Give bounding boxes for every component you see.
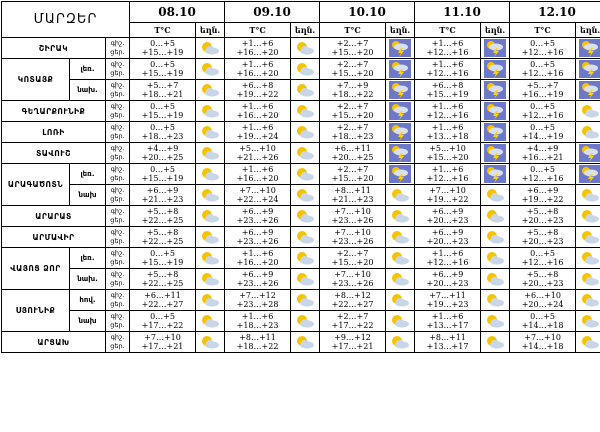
temp-cell: +6…+9 +19…+22 — [510, 185, 576, 206]
temp-cell: +6…+9 +20…+23 — [415, 269, 481, 290]
sun-cloud-icon — [576, 290, 600, 311]
sun-cloud-icon — [386, 269, 415, 290]
date-header-1: 08.10 — [130, 2, 225, 23]
region-name: ԱՐԱԳԱԾՈՏՆ — [2, 164, 70, 206]
storm-icon — [576, 38, 600, 59]
temp-cell: +5…+8 +22…+25 — [130, 269, 196, 290]
table-row — [2, 143, 600, 164]
table-row — [2, 101, 600, 122]
sun-cloud-icon — [481, 290, 510, 311]
temp-cell: 0…+5 +15…+19 — [130, 164, 196, 185]
temp-cell: +7…+10 +23…+26 — [320, 227, 386, 248]
temp-cell: +6…+9 +23…+26 — [225, 269, 291, 290]
temp-cell: +5…+8 +22…+25 — [130, 227, 196, 248]
night-day-labels: գիշ. ցեր. — [106, 164, 130, 185]
storm-icon — [576, 143, 600, 164]
table-row — [2, 59, 600, 80]
temp-cell: +2…+7 +17…+22 — [320, 311, 386, 332]
sun-cloud-icon — [196, 143, 225, 164]
sun-cloud-icon — [481, 206, 510, 227]
temp-cell: 0…+5 +15…+19 — [130, 101, 196, 122]
weather-subheader: եղն. — [196, 23, 225, 38]
sun-cloud-icon — [481, 311, 510, 332]
temp-cell: +6…+9 +20…+23 — [415, 227, 481, 248]
sun-cloud-icon — [196, 332, 225, 353]
temp-cell: +7…+10 +23…+26 — [320, 269, 386, 290]
sun-cloud-icon — [196, 122, 225, 143]
temp-cell: 0…+5 +12…+16 — [510, 248, 576, 269]
sun-cloud-icon — [196, 164, 225, 185]
storm-icon — [481, 143, 510, 164]
temp-cell: +8…+11 +13…+17 — [415, 332, 481, 353]
temp-cell: 0…+5 +12…+16 — [510, 59, 576, 80]
sun-cloud-icon — [291, 248, 320, 269]
night-day-labels: գիշ. ցեր. — [106, 185, 130, 206]
sun-cloud-icon — [481, 185, 510, 206]
region-name: ՏԱՎՈՒՇ — [2, 143, 106, 164]
sun-cloud-icon — [386, 206, 415, 227]
zone-name: լեռ. — [70, 248, 106, 269]
temp-cell: +2…+7 +18…+23 — [320, 122, 386, 143]
zone-name: նախ. — [70, 269, 106, 290]
sun-cloud-icon — [196, 206, 225, 227]
sun-cloud-icon — [481, 248, 510, 269]
temp-cell: 0…+5 +15…+19 — [130, 38, 196, 59]
sun-cloud-icon — [291, 122, 320, 143]
temp-cell: +7…+10 +22…+24 — [225, 185, 291, 206]
temp-cell: +1…+6 +12…+16 — [415, 38, 481, 59]
sun-cloud-icon — [576, 227, 600, 248]
night-day-labels: գիշ. ցեր. — [106, 311, 130, 332]
sun-cloud-icon — [576, 185, 600, 206]
table-row — [2, 164, 600, 185]
temp-cell: +7…+10 +23…+26 — [320, 206, 386, 227]
sun-cloud-icon — [196, 59, 225, 80]
temp-cell: +6…+10 +20…+24 — [510, 290, 576, 311]
temp-cell: +8…+11 +21…+23 — [320, 185, 386, 206]
night-day-labels: գիշ. ցեր. — [106, 101, 130, 122]
night-day-labels: գիշ. ցեր. — [106, 248, 130, 269]
sun-cloud-icon — [291, 164, 320, 185]
night-day-labels: գիշ. ցեր. — [106, 122, 130, 143]
sun-cloud-icon — [291, 332, 320, 353]
night-day-labels: գիշ. ցեր. — [106, 227, 130, 248]
region-name: ՎԱՅՈՑ ՁՈՐ — [2, 248, 70, 290]
temp-cell: +6…+9 +23…+26 — [225, 206, 291, 227]
temp-subheader: T°C — [130, 23, 196, 38]
sun-cloud-icon — [196, 311, 225, 332]
temp-cell: +4…+9 +20…+25 — [130, 143, 196, 164]
night-day-labels: գիշ. ցեր. — [106, 206, 130, 227]
storm-icon — [386, 59, 415, 80]
table-row — [2, 227, 600, 248]
region-name: ՇԻՐԱԿ — [2, 38, 106, 59]
temp-cell: +1…+6 +18…+23 — [225, 311, 291, 332]
temp-cell: +8…+11 +18…+22 — [225, 332, 291, 353]
temp-cell: 0…+5 +18…+23 — [130, 122, 196, 143]
temp-cell: +1…+6 +16…+20 — [225, 38, 291, 59]
temp-cell: 0…+5 +12…+16 — [510, 101, 576, 122]
night-day-labels: գիշ. ցեր. — [106, 38, 130, 59]
temp-cell: +1…+6 +12…+16 — [415, 248, 481, 269]
sun-cloud-icon — [291, 59, 320, 80]
temp-subheader: T°C — [320, 23, 386, 38]
zone-name: լեռ. — [70, 164, 106, 185]
weather-subheader: եղն. — [291, 23, 320, 38]
sun-cloud-icon — [386, 227, 415, 248]
temp-cell: +1…+6 +12…+16 — [415, 59, 481, 80]
storm-icon — [481, 164, 510, 185]
date-header-2: 09.10 — [225, 2, 320, 23]
temp-cell: +5…+8 +20…+23 — [510, 227, 576, 248]
temp-cell: +8…+12 +22…+27 — [320, 290, 386, 311]
sun-cloud-icon — [291, 101, 320, 122]
sun-cloud-icon — [291, 227, 320, 248]
storm-icon — [481, 122, 510, 143]
zone-name: լեռ. — [70, 59, 106, 80]
temp-cell: +1…+6 +16…+20 — [225, 248, 291, 269]
temp-cell: +6…+8 +19…+22 — [225, 80, 291, 101]
temp-cell: +6…+9 +23…+26 — [225, 227, 291, 248]
temp-cell: +7…+10 +19…+22 — [415, 185, 481, 206]
sun-cloud-icon — [576, 332, 600, 353]
temp-cell: +5…+10 +21…+26 — [225, 143, 291, 164]
storm-icon — [481, 101, 510, 122]
temp-cell: +6…+9 +20…+23 — [415, 206, 481, 227]
temp-subheader: T°C — [510, 23, 576, 38]
temp-cell: 0…+5 +14…+18 — [510, 311, 576, 332]
temp-cell: 0…+5 +17…+22 — [130, 311, 196, 332]
temp-cell: +1…+6 +12…+16 — [415, 164, 481, 185]
storm-icon — [481, 80, 510, 101]
temp-cell: +2…+7 +15…+20 — [320, 101, 386, 122]
temp-cell: +6…+8 +15…+19 — [415, 80, 481, 101]
table-row — [2, 38, 600, 59]
storm-icon — [386, 143, 415, 164]
storm-icon — [386, 38, 415, 59]
sun-cloud-icon — [196, 38, 225, 59]
sun-cloud-icon — [386, 311, 415, 332]
region-name: ԱՐՑԱԽ — [2, 332, 106, 353]
temp-cell: +7…+9 +18…+22 — [320, 80, 386, 101]
temp-cell: +9…+12 +17…+21 — [320, 332, 386, 353]
storm-icon — [576, 59, 600, 80]
temp-subheader: T°C — [415, 23, 481, 38]
temp-cell: +5…+8 +22…+25 — [130, 206, 196, 227]
temp-cell: 0…+5 +15…+19 — [130, 59, 196, 80]
date-header-3: 10.10 — [320, 2, 415, 23]
temp-cell: +6…+9 +21…+23 — [130, 185, 196, 206]
sun-cloud-icon — [576, 269, 600, 290]
temp-cell: +5…+8 +20…+23 — [510, 269, 576, 290]
sun-cloud-icon — [291, 185, 320, 206]
zone-name: հով. — [70, 290, 106, 311]
sun-cloud-icon — [196, 185, 225, 206]
table-row — [2, 248, 600, 269]
regions-header: ՄԱՐԶԵՐ — [2, 2, 130, 38]
storm-icon — [481, 59, 510, 80]
sun-cloud-icon — [481, 332, 510, 353]
sun-cloud-icon — [386, 290, 415, 311]
sun-cloud-icon — [481, 269, 510, 290]
sun-cloud-icon — [481, 227, 510, 248]
temp-cell: +7…+10 +14…+18 — [510, 332, 576, 353]
sun-cloud-icon — [386, 248, 415, 269]
zone-name: նախ. — [70, 80, 106, 101]
temp-cell: +6…+11 +22…+27 — [130, 290, 196, 311]
temp-cell: +5…+8 +20…+23 — [510, 206, 576, 227]
night-day-labels: գիշ. ցեր. — [106, 59, 130, 80]
temp-cell: 0…+5 +12…+16 — [510, 164, 576, 185]
temp-cell: +4…+9 +16…+21 — [510, 143, 576, 164]
zone-name: նախ — [70, 311, 106, 332]
sun-cloud-icon — [576, 122, 600, 143]
storm-icon — [481, 38, 510, 59]
sun-cloud-icon — [196, 80, 225, 101]
night-day-labels: գիշ. ցեր. — [106, 80, 130, 101]
temp-cell: +7…+11 +19…+23 — [415, 290, 481, 311]
temp-cell: 0…+5 +14…+19 — [510, 122, 576, 143]
storm-icon — [386, 122, 415, 143]
sun-cloud-icon — [196, 269, 225, 290]
sun-cloud-icon — [576, 311, 600, 332]
temp-cell: +5…+10 +15…+20 — [415, 143, 481, 164]
date-header-5: 12.10 — [510, 2, 600, 23]
sun-cloud-icon — [291, 269, 320, 290]
storm-icon — [576, 164, 600, 185]
night-day-labels: գիշ. ցեր. — [106, 269, 130, 290]
sun-cloud-icon — [576, 206, 600, 227]
region-name: ԳԵՂԱՐՔՈՒՆԻՔ — [2, 101, 106, 122]
temp-cell: 0…+5 +12…+16 — [510, 38, 576, 59]
temp-cell: +7…+12 +23…+28 — [225, 290, 291, 311]
temp-cell: +5…+7 +18…+21 — [130, 80, 196, 101]
temp-cell: +1…+6 +16…+20 — [225, 164, 291, 185]
temp-cell: +2…+7 +15…+20 — [320, 164, 386, 185]
region-name: ԱՐՄԱՎԻՐ — [2, 227, 106, 248]
sun-cloud-icon — [291, 143, 320, 164]
temp-cell: +2…+7 +15…+20 — [320, 248, 386, 269]
temp-cell: 0…+5 +15…+19 — [130, 248, 196, 269]
night-day-labels: գիշ. ցեր. — [106, 290, 130, 311]
sun-cloud-icon — [386, 332, 415, 353]
sun-cloud-icon — [576, 248, 600, 269]
temp-cell: +5…+7 +16…+19 — [510, 80, 576, 101]
table-row — [2, 185, 600, 206]
table-row — [2, 290, 600, 311]
temp-cell: +1…+6 +19…+24 — [225, 122, 291, 143]
sun-cloud-icon — [291, 290, 320, 311]
table-row — [2, 80, 600, 101]
temp-cell: +7…+10 +17…+21 — [130, 332, 196, 353]
storm-icon — [576, 80, 600, 101]
sun-cloud-icon — [386, 185, 415, 206]
region-name: ԱՐԱՐԱՏ — [2, 206, 106, 227]
forecast-table — [1, 1, 600, 353]
sun-cloud-icon — [291, 206, 320, 227]
night-day-labels: գիշ. ցեր. — [106, 143, 130, 164]
region-name: ՍՅՈՒՆԻՔ — [2, 290, 70, 332]
table-row — [2, 332, 600, 353]
table-row — [2, 206, 600, 227]
storm-icon — [386, 164, 415, 185]
table-row — [2, 269, 600, 290]
sun-cloud-icon — [196, 248, 225, 269]
sun-cloud-icon — [196, 227, 225, 248]
storm-icon — [386, 101, 415, 122]
sun-cloud-icon — [196, 101, 225, 122]
night-day-labels: գիշ. ցեր. — [106, 332, 130, 353]
table-row — [2, 311, 600, 332]
sun-cloud-icon — [291, 38, 320, 59]
sun-cloud-icon — [196, 290, 225, 311]
sun-cloud-icon — [576, 101, 600, 122]
temp-cell: +1…+6 +16…+20 — [225, 101, 291, 122]
zone-name: նախ — [70, 185, 106, 206]
date-header-4: 11.10 — [415, 2, 510, 23]
weather-subheader: եղն. — [481, 23, 510, 38]
temp-cell: +2…+7 +15…+20 — [320, 38, 386, 59]
temp-subheader: T°C — [225, 23, 291, 38]
temp-cell: +2…+7 +15…+20 — [320, 59, 386, 80]
table-row — [2, 122, 600, 143]
temp-cell: +1…+6 +12…+16 — [415, 101, 481, 122]
temp-cell: +1…+6 +16…+20 — [225, 59, 291, 80]
sun-cloud-icon — [291, 80, 320, 101]
temp-cell: +1…+6 +13…+18 — [415, 122, 481, 143]
temp-cell: +6…+11 +20…+25 — [320, 143, 386, 164]
region-name: ԼՈՌԻ — [2, 122, 106, 143]
weather-subheader: եղն. — [386, 23, 415, 38]
region-name: ԿՈՏԱՅՔ — [2, 59, 70, 101]
temp-cell: +1…+6 +13…+17 — [415, 311, 481, 332]
sun-cloud-icon — [291, 311, 320, 332]
weather-subheader: եղն. — [576, 23, 600, 38]
storm-icon — [386, 80, 415, 101]
